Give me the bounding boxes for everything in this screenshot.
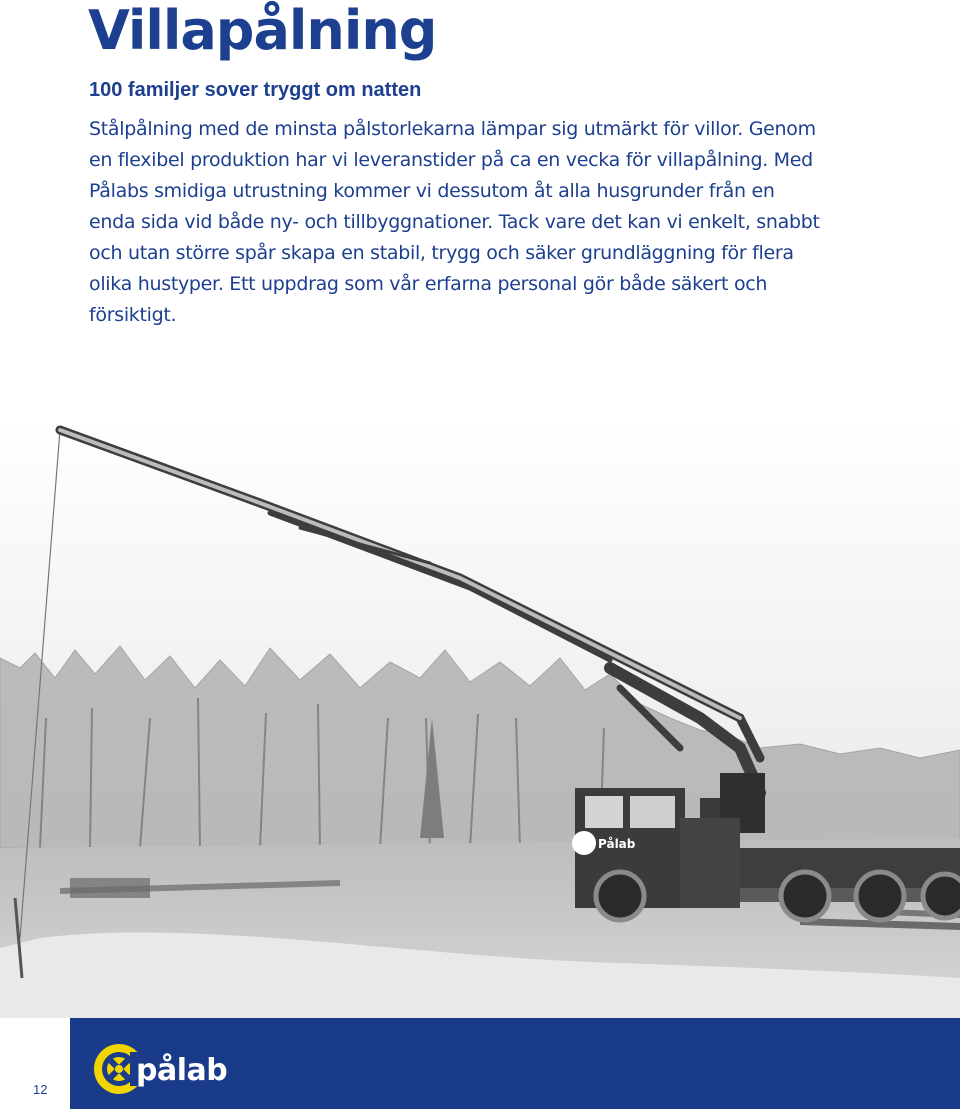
page-title: Villapålning bbox=[88, 0, 437, 62]
truck-logo-text: Pålab bbox=[598, 837, 636, 851]
body-paragraph: Stålpålning med de minsta pålstorlekarna lämpar sig utmärkt för villor. Genom en flexibel produktion har vi leveranstider på ca en vecka för villapålning. Med Pålabs smidiga utrustning kommer vi dessutom åt alla husgrunder från en enda sida vid både ny- och tillbyggnationer. Tack vare det kan vi enkelt, snabbt och utan större spår skapa en stabil, trygg och säker grundläggning för flera olika hustyper. Ett uppdrag som vår erfarna personal gör både säkert och försiktigt. bbox=[89, 118, 820, 326]
palab-logo-text: pålab bbox=[136, 1053, 228, 1088]
crane-truck-photo bbox=[0, 418, 960, 1018]
page-number: 12 bbox=[33, 1082, 48, 1097]
page-subtitle: 100 familjer sover tryggt om natten bbox=[89, 79, 422, 101]
